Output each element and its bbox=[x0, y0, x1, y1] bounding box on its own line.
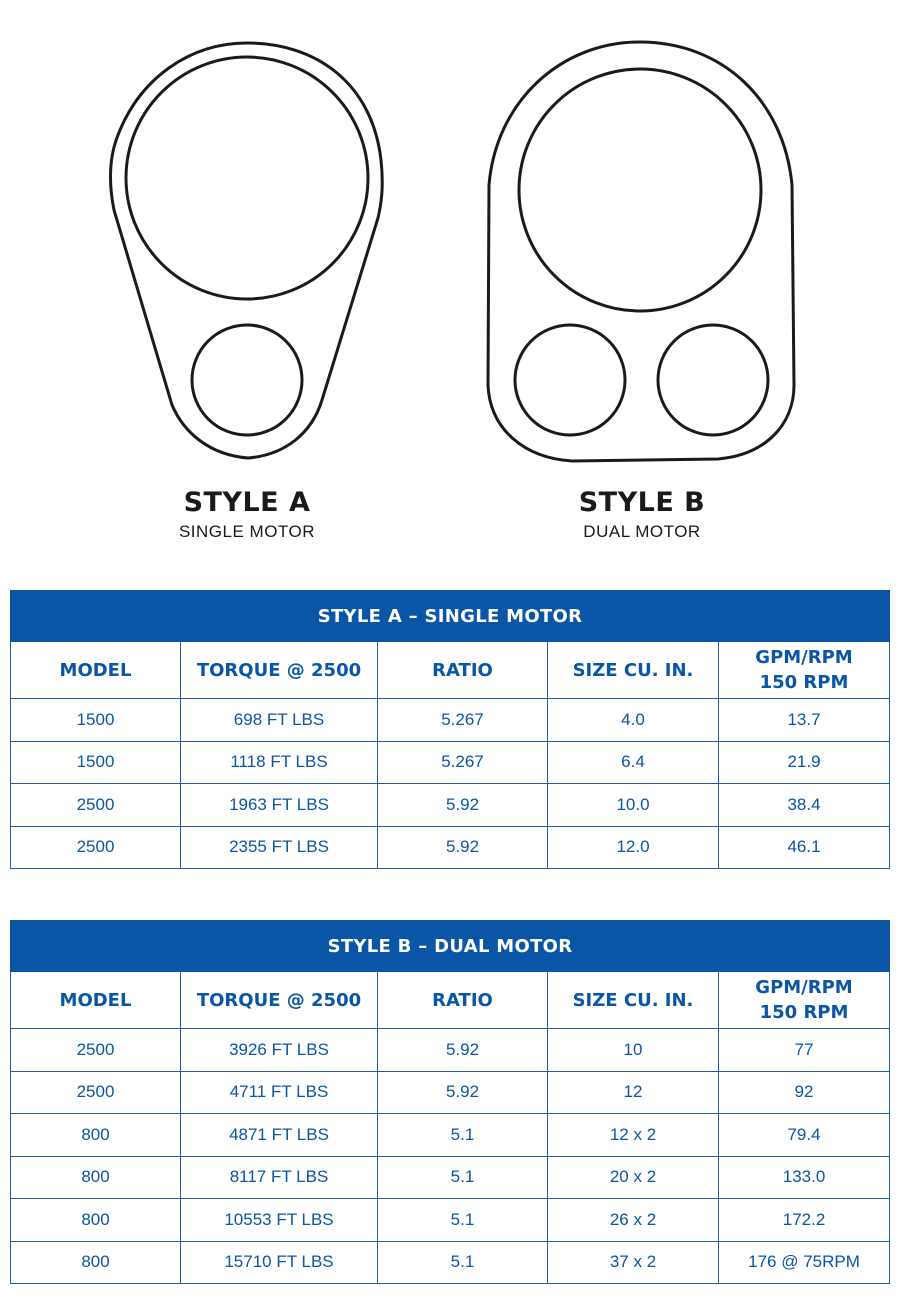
cell-size: 12 bbox=[548, 1071, 719, 1114]
cell-torque: 2355 FT LBS bbox=[181, 826, 378, 869]
cell-model: 2500 bbox=[11, 826, 181, 869]
cell-ratio: 5.92 bbox=[378, 784, 548, 827]
cell-size: 20 x 2 bbox=[548, 1156, 719, 1199]
table-body bbox=[11, 699, 890, 869]
style-a-motor-bore bbox=[192, 325, 302, 435]
style-a-spec-table bbox=[10, 590, 890, 869]
cell-model: 2500 bbox=[11, 784, 181, 827]
cell-torque: 1118 FT LBS bbox=[181, 741, 378, 784]
cell-model: 1500 bbox=[11, 699, 181, 742]
style-b-subtitle: DUAL MOTOR bbox=[583, 522, 701, 541]
table-row bbox=[11, 784, 890, 827]
cell-size: 26 x 2 bbox=[548, 1199, 719, 1242]
cell-torque: 4871 FT LBS bbox=[181, 1114, 378, 1157]
cell-torque: 698 FT LBS bbox=[181, 699, 378, 742]
table-row bbox=[11, 1241, 890, 1284]
header-size: SIZE CU. IN. bbox=[548, 642, 719, 699]
header-size: SIZE CU. IN. bbox=[548, 972, 719, 1029]
cell-gpm-rpm: 13.7 bbox=[719, 699, 890, 742]
table-row bbox=[11, 1071, 890, 1114]
cell-gpm-rpm: 92 bbox=[719, 1071, 890, 1114]
cell-model: 1500 bbox=[11, 741, 181, 784]
table-row bbox=[11, 1199, 890, 1242]
style-b-motor-bore-right bbox=[658, 325, 768, 435]
table-row bbox=[11, 1114, 890, 1157]
table-row bbox=[11, 1156, 890, 1199]
header-gpm-rpm: GPM/RPM 150 RPM bbox=[719, 972, 890, 1029]
style-b-housing-outline bbox=[488, 42, 794, 461]
cell-size: 10 bbox=[548, 1029, 719, 1072]
cell-model: 2500 bbox=[11, 1071, 181, 1114]
table-row bbox=[11, 826, 890, 869]
cell-model: 800 bbox=[11, 1241, 181, 1284]
table-header-row bbox=[11, 972, 890, 1029]
cell-gpm-rpm: 46.1 bbox=[719, 826, 890, 869]
table-title: STYLE A – SINGLE MOTOR bbox=[11, 591, 890, 642]
cell-model: 800 bbox=[11, 1156, 181, 1199]
style-b-motor-bore-left bbox=[515, 325, 625, 435]
cell-gpm-rpm: 176 @ 75RPM bbox=[719, 1241, 890, 1284]
cell-size: 4.0 bbox=[548, 699, 719, 742]
cell-torque: 4711 FT LBS bbox=[181, 1071, 378, 1114]
style-b-spec-table bbox=[10, 920, 890, 1284]
header-gpm-rpm: GPM/RPM 150 RPM bbox=[719, 642, 890, 699]
cell-ratio: 5.1 bbox=[378, 1114, 548, 1157]
cell-gpm-rpm: 172.2 bbox=[719, 1199, 890, 1242]
cell-size: 10.0 bbox=[548, 784, 719, 827]
cell-torque: 1963 FT LBS bbox=[181, 784, 378, 827]
cell-ratio: 5.1 bbox=[378, 1241, 548, 1284]
cell-ratio: 5.92 bbox=[378, 826, 548, 869]
style-b-main-bore bbox=[519, 69, 761, 311]
table-row bbox=[11, 699, 890, 742]
table-header-row bbox=[11, 642, 890, 699]
cell-size: 37 x 2 bbox=[548, 1241, 719, 1284]
header-ratio: RATIO bbox=[378, 642, 548, 699]
cell-ratio: 5.267 bbox=[378, 699, 548, 742]
cell-size: 12.0 bbox=[548, 826, 719, 869]
table-body bbox=[11, 1029, 890, 1284]
table-row bbox=[11, 1029, 890, 1072]
table-row bbox=[11, 741, 890, 784]
cell-ratio: 5.1 bbox=[378, 1156, 548, 1199]
cell-size: 12 x 2 bbox=[548, 1114, 719, 1157]
table-title: STYLE B – DUAL MOTOR bbox=[11, 921, 890, 972]
style-diagrams bbox=[0, 0, 901, 560]
header-torque: TORQUE @ 2500 bbox=[181, 642, 378, 699]
header-model: MODEL bbox=[11, 972, 181, 1029]
cell-torque: 3926 FT LBS bbox=[181, 1029, 378, 1072]
cell-gpm-rpm: 38.4 bbox=[719, 784, 890, 827]
cell-model: 800 bbox=[11, 1199, 181, 1242]
cell-gpm-rpm: 79.4 bbox=[719, 1114, 890, 1157]
cell-gpm-rpm: 21.9 bbox=[719, 741, 890, 784]
cell-gpm-rpm: 77 bbox=[719, 1029, 890, 1072]
cell-torque: 8117 FT LBS bbox=[181, 1156, 378, 1199]
style-a-title: STYLE A bbox=[183, 487, 311, 518]
style-a-subtitle: SINGLE MOTOR bbox=[178, 522, 316, 541]
style-b-title: STYLE B bbox=[578, 487, 706, 518]
style-b-caption bbox=[492, 487, 792, 542]
cell-ratio: 5.267 bbox=[378, 741, 548, 784]
cell-model: 800 bbox=[11, 1114, 181, 1157]
cell-ratio: 5.92 bbox=[378, 1029, 548, 1072]
cell-model: 2500 bbox=[11, 1029, 181, 1072]
header-ratio: RATIO bbox=[378, 972, 548, 1029]
cell-ratio: 5.92 bbox=[378, 1071, 548, 1114]
cell-torque: 15710 FT LBS bbox=[181, 1241, 378, 1284]
cell-torque: 10553 FT LBS bbox=[181, 1199, 378, 1242]
cell-gpm-rpm: 133.0 bbox=[719, 1156, 890, 1199]
cell-ratio: 5.1 bbox=[378, 1199, 548, 1242]
header-model: MODEL bbox=[11, 642, 181, 699]
header-torque: TORQUE @ 2500 bbox=[181, 972, 378, 1029]
cell-size: 6.4 bbox=[548, 741, 719, 784]
style-a-caption bbox=[97, 487, 397, 542]
housing-outlines-svg bbox=[0, 0, 901, 560]
style-a-main-bore bbox=[126, 57, 368, 299]
